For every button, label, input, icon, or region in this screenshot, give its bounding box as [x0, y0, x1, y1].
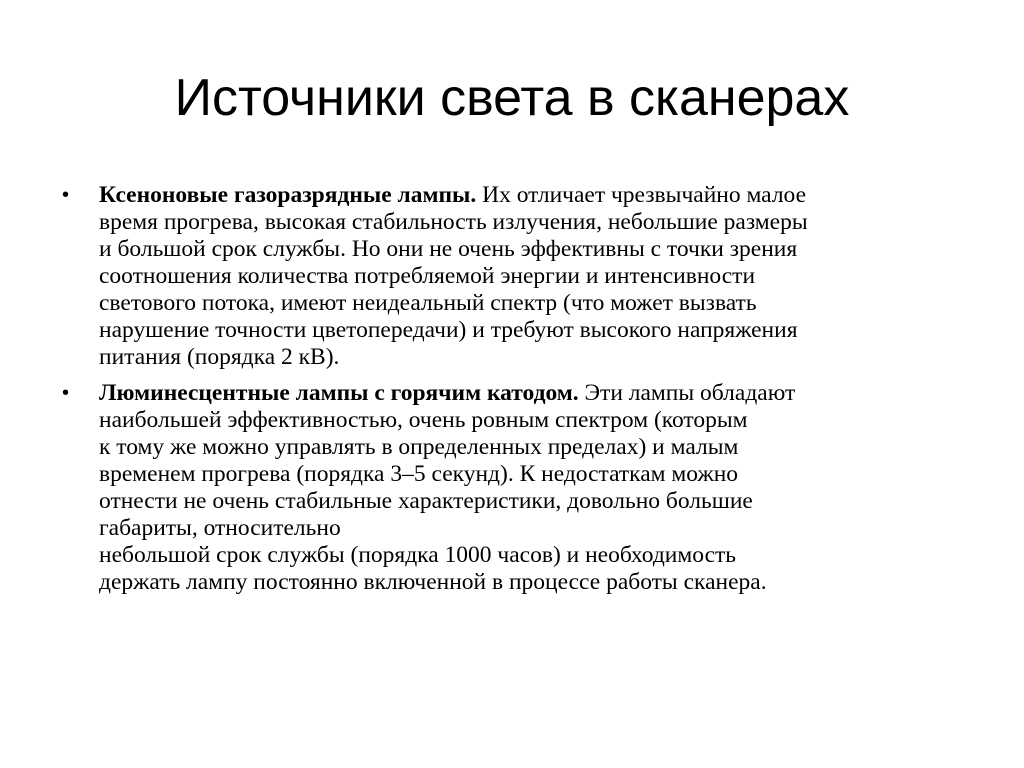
bullet-text-line: небольшой срок службы (порядка 1000 часов) и необходимость [99, 542, 737, 568]
bullet-item-fluorescent [62, 380, 972, 596]
bullet-text-line: к тому же можно управлять в определенных пределах) и малым [99, 434, 739, 460]
bullet-text-line: светового потока, имеют неидеальный спектр (что может вызвать [99, 290, 757, 316]
bullet-text-line: временем прогрева (порядка 3–5 секунд). К недостаткам можно [99, 461, 739, 487]
bullet-marker: • [62, 184, 70, 206]
bullet-item-xenon [62, 182, 972, 371]
bullet-text-line: и большой срок службы. Но они не очень эффективны с точки зрения [99, 236, 798, 262]
bullet-text-line: нарушение точности цветопередачи) и требуют высокого напряжения [99, 317, 798, 343]
bullet-text-line: соотношения количества потребляемой энергии и интенсивности [99, 263, 756, 289]
bullet-list [62, 182, 972, 605]
bullet-text-line: Их отличает чрезвычайно малое [476, 182, 807, 208]
bullet-text-line: держать лампу постоянно включенной в процессе работы сканера. [99, 569, 767, 595]
bullet-text-line: Эти лампы обладают [578, 380, 796, 406]
bullet-marker: • [62, 382, 70, 404]
bullet-text-line: питания (порядка 2 кВ). [99, 344, 340, 370]
bullet-text-line: наибольшей эффективностью, очень ровным спектром (которым [99, 407, 748, 433]
slide-title: Источники света в сканерах [174, 69, 850, 127]
bullet-text-line: время прогрева, высокая стабильность излучения, небольшие размеры [99, 209, 808, 235]
bullet-lead: Ксеноновые газоразрядные лампы. [99, 182, 477, 208]
bullet-lead: Люминесцентные лампы с горячим катодом. [99, 380, 579, 406]
bullet-text-line: габариты, относительно [99, 515, 341, 541]
bullet-text-line: отнести не очень стабильные характеристики, довольно большие [99, 488, 753, 514]
